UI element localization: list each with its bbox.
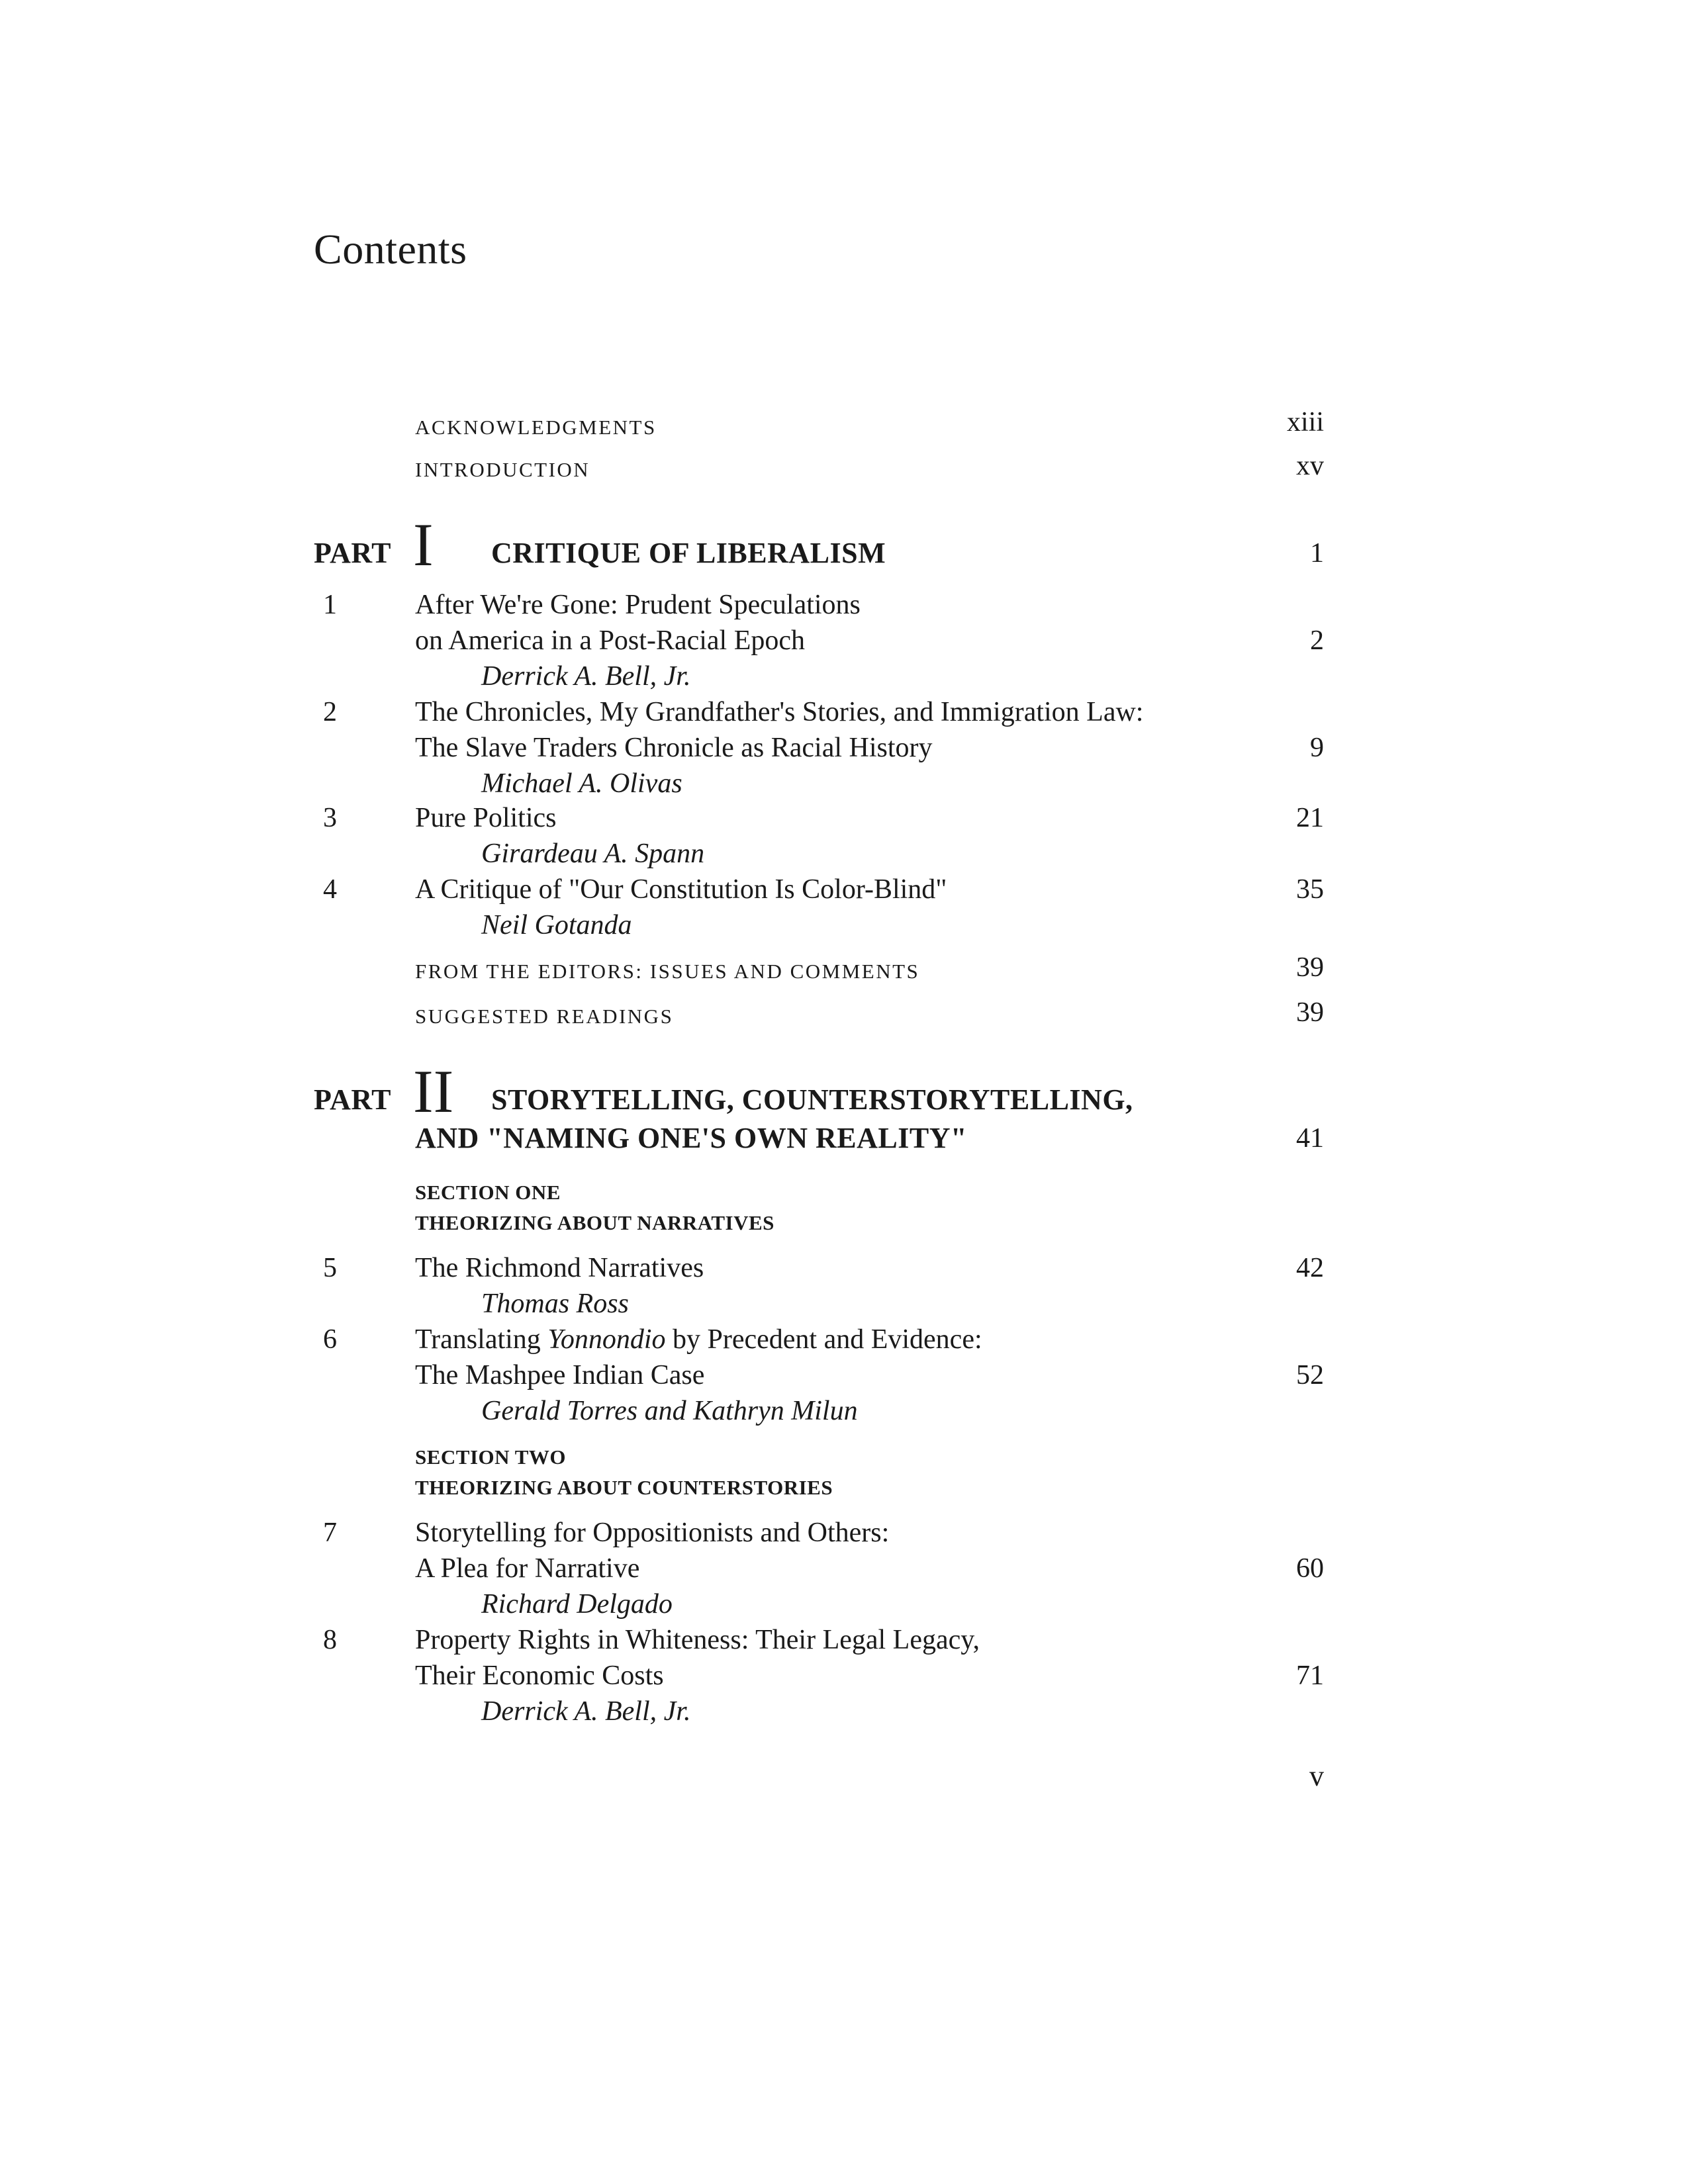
chapter-1-title-line1: After We're Gone: Prudent Speculations — [415, 590, 861, 620]
chapter-6-title-italic: Yonnondio — [547, 1324, 666, 1355]
toc-acknowledgments-page: xiii — [1286, 407, 1324, 437]
section-2-title: THEORIZING ABOUT COUNTERSTORIES — [415, 1476, 833, 1499]
chapter-7-title-line2: A Plea for Narrative — [415, 1553, 640, 1584]
chapter-4-author: Neil Gotanda — [481, 910, 632, 940]
chapter-6-page: 52 — [1296, 1360, 1324, 1390]
chapter-4-title: A Critique of "Our Constitution Is Color-Blind" — [415, 874, 947, 905]
chapter-2-number: 2 — [323, 697, 337, 727]
chapter-8-title-line2: Their Economic Costs — [415, 1661, 664, 1691]
chapter-5-author: Thomas Ross — [481, 1289, 629, 1319]
chapter-3-page: 21 — [1296, 803, 1324, 833]
chapter-7-title-line1: Storytelling for Oppositionists and Others: — [415, 1518, 890, 1548]
chapter-4-page: 35 — [1296, 874, 1324, 905]
chapter-6-title-line1 — [415, 1324, 982, 1355]
chapter-3-title: Pure Politics — [415, 803, 557, 833]
chapter-1-number: 1 — [323, 590, 337, 620]
chapter-8-author: Derrick A. Bell, Jr. — [481, 1696, 691, 1727]
part-1-label: PART — [314, 537, 391, 569]
part-1-page: 1 — [1310, 538, 1324, 569]
chapter-5-title: The Richmond Narratives — [415, 1253, 704, 1283]
toc-editors-label: FROM THE EDITORS: ISSUES AND COMMENTS — [415, 960, 920, 983]
part-2-title-line1: STORYTELLING, COUNTERSTORYTELLING, — [491, 1083, 1133, 1116]
part-1-title: CRITIQUE OF LIBERALISM — [491, 537, 886, 569]
chapter-7-number: 7 — [323, 1518, 337, 1548]
section-1-title: THEORIZING ABOUT NARRATIVES — [415, 1211, 774, 1234]
chapter-6-number: 6 — [323, 1324, 337, 1355]
chapter-2-author: Michael A. Olivas — [481, 768, 682, 799]
toc-acknowledgments-label: ACKNOWLEDGMENTS — [415, 416, 657, 439]
chapter-1-title-line2: on America in a Post-Racial Epoch — [415, 625, 806, 656]
part-2-title-line2: AND "NAMING ONE'S OWN REALITY" — [415, 1122, 967, 1154]
chapter-1-page: 2 — [1310, 625, 1324, 656]
page-folio: v — [1309, 1760, 1324, 1792]
chapter-6-title-pre: Translating — [415, 1324, 548, 1355]
chapter-1-author: Derrick A. Bell, Jr. — [481, 661, 691, 692]
chapter-7-page: 60 — [1296, 1553, 1324, 1584]
chapter-3-author: Girardeau A. Spann — [481, 839, 705, 869]
toc-readings-label: SUGGESTED READINGS — [415, 1005, 674, 1028]
chapter-4-number: 4 — [323, 874, 337, 905]
chapter-5-page: 42 — [1296, 1253, 1324, 1283]
toc-editors-page: 39 — [1296, 952, 1324, 983]
chapter-2-title-line1: The Chronicles, My Grandfather's Stories, and Immigration Law: — [415, 697, 1144, 727]
chapter-5-number: 5 — [323, 1253, 337, 1283]
part-1-numeral: I — [413, 511, 434, 578]
chapter-6-title-line2: The Mashpee Indian Case — [415, 1360, 705, 1390]
chapter-8-title-line1: Property Rights in Whiteness: Their Legal Legacy, — [415, 1625, 980, 1655]
part-2-page: 41 — [1296, 1123, 1324, 1154]
page-title: Contents — [314, 226, 467, 273]
section-2-label: SECTION TWO — [415, 1445, 567, 1469]
chapter-3-number: 3 — [323, 803, 337, 833]
toc-introduction-label: INTRODUCTION — [415, 458, 590, 481]
toc-readings-page: 39 — [1296, 997, 1324, 1028]
chapter-8-number: 8 — [323, 1625, 337, 1655]
chapter-2-page: 9 — [1310, 733, 1324, 763]
toc-introduction-page: xv — [1296, 451, 1324, 481]
section-1-label: SECTION ONE — [415, 1181, 561, 1204]
part-2-label: PART — [314, 1083, 391, 1116]
chapter-8-page: 71 — [1296, 1661, 1324, 1691]
chapter-7-author: Richard Delgado — [481, 1589, 673, 1619]
part-2-numeral: II — [413, 1058, 454, 1125]
chapter-2-title-line2: The Slave Traders Chronicle as Racial History — [415, 733, 933, 763]
chapter-6-author: Gerald Torres and Kathryn Milun — [481, 1396, 858, 1426]
chapter-6-title-post: by Precedent and Evidence: — [665, 1324, 982, 1355]
